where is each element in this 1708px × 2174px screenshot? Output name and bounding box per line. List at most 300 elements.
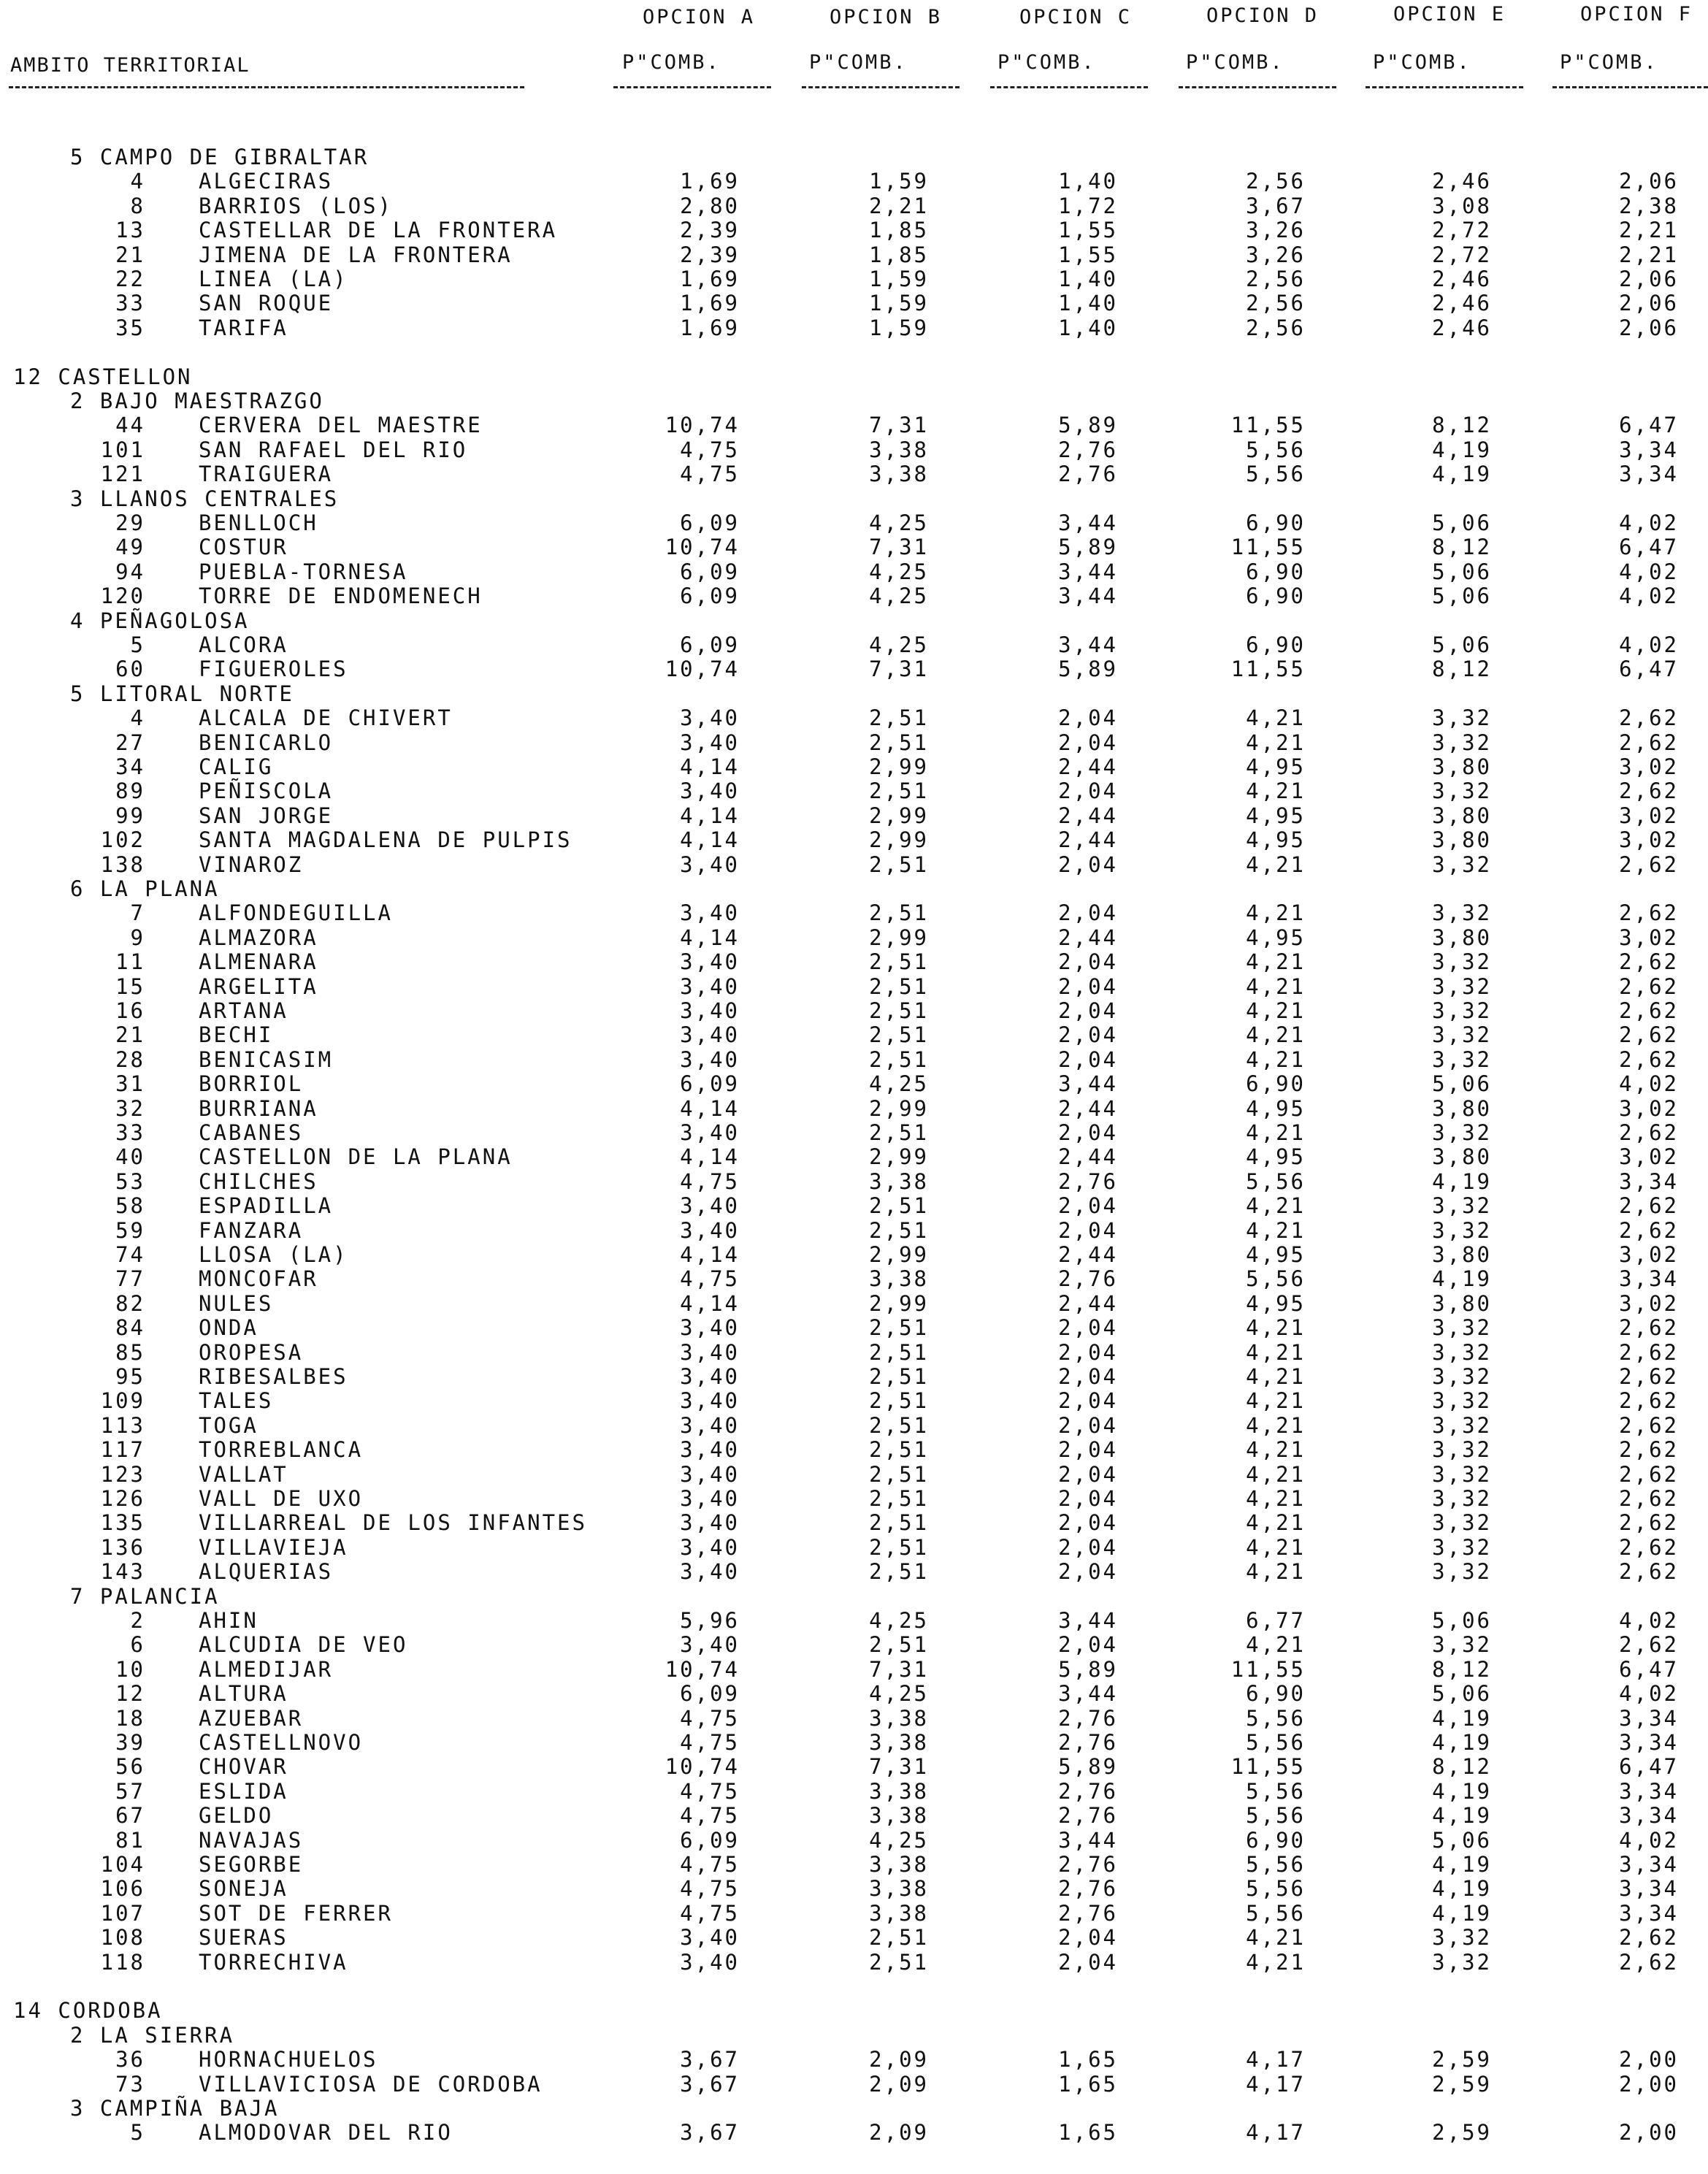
value-option-b: 2,51 [869, 998, 929, 1023]
municipality-name: ALTURA [199, 1681, 288, 1707]
value-option-d: 3,26 [1246, 218, 1306, 243]
header-option-b: OPCION B [830, 6, 943, 28]
value-option-d: 4,21 [1246, 1217, 1306, 1243]
table-row [0, 242, 1708, 267]
value-option-f: 3,34 [1619, 462, 1679, 487]
table-row [0, 900, 1708, 925]
value-option-a: 3,40 [680, 1559, 740, 1585]
value-option-c: 2,04 [1058, 998, 1118, 1023]
value-option-a: 3,40 [680, 1461, 740, 1487]
value-option-b: 7,31 [869, 413, 929, 438]
table-row [0, 1193, 1708, 1218]
value-option-d: 4,21 [1246, 1632, 1306, 1658]
municipality-name: SONEJA [199, 1876, 288, 1902]
value-option-b: 2,51 [869, 1120, 929, 1145]
value-option-b: 2,09 [869, 2047, 929, 2072]
table-row [0, 1096, 1708, 1121]
value-option-c: 2,76 [1058, 1705, 1118, 1731]
municipality-code: 89 [115, 778, 145, 804]
value-option-e: 3,80 [1432, 803, 1492, 828]
municipality-code: 35 [115, 315, 145, 340]
value-option-d: 4,21 [1246, 730, 1306, 755]
value-option-f: 2,62 [1619, 949, 1679, 975]
blank-row [0, 340, 1708, 364]
table-row [0, 1754, 1708, 1779]
municipality-name: TARIFA [199, 315, 288, 340]
table-row [0, 1218, 1708, 1243]
header-option-c: OPCION C [1019, 6, 1133, 28]
municipality-name: SAN JORGE [199, 803, 334, 828]
municipality-code: 40 [115, 1144, 145, 1170]
value-option-a: 3,67 [680, 2120, 740, 2146]
value-option-a: 6,09 [680, 583, 740, 609]
value-option-d: 4,21 [1246, 1046, 1306, 1072]
value-option-b: 2,99 [869, 754, 929, 779]
comarca-label: 5 CAMPO DE GIBRALTAR [70, 145, 369, 169]
value-option-c: 3,44 [1058, 510, 1118, 535]
table-row [0, 852, 1708, 877]
municipality-name: PEÑISCOLA [199, 778, 334, 804]
value-option-f: 2,62 [1619, 1339, 1679, 1365]
value-option-b: 2,51 [869, 1412, 929, 1438]
value-option-f: 2,00 [1619, 2120, 1679, 2146]
municipality-code: 12 [115, 1681, 145, 1707]
value-option-d: 5,56 [1246, 1852, 1306, 1877]
value-option-f: 2,21 [1619, 242, 1679, 267]
municipality-code: 77 [115, 1266, 145, 1292]
value-option-c: 2,44 [1058, 1144, 1118, 1170]
subheader-b: P"COMB. [809, 51, 908, 74]
municipality-code: 33 [115, 291, 145, 316]
value-option-e: 3,32 [1432, 1217, 1492, 1243]
value-option-f: 3,34 [1619, 1168, 1679, 1194]
value-option-c: 1,72 [1058, 193, 1118, 218]
province-heading [0, 364, 1708, 389]
value-option-b: 2,51 [869, 1486, 929, 1511]
value-option-c: 1,40 [1058, 267, 1118, 291]
value-option-e: 2,46 [1432, 169, 1492, 194]
municipality-name: TOGA [199, 1412, 259, 1438]
value-option-e: 8,12 [1432, 1656, 1492, 1682]
municipality-name: GELDO [199, 1803, 274, 1829]
table-row [0, 583, 1708, 608]
value-option-d: 4,21 [1246, 1534, 1306, 1560]
value-option-b: 2,51 [869, 1315, 929, 1341]
comarca-label: 2 LA SIERRA [70, 2022, 235, 2048]
table-row [0, 1315, 1708, 1340]
value-option-c: 2,76 [1058, 1778, 1118, 1804]
value-option-c: 2,44 [1058, 754, 1118, 779]
value-option-f: 2,62 [1619, 1193, 1679, 1219]
municipality-name: BARRIOS (LOS) [199, 193, 393, 218]
value-option-c: 5,89 [1058, 1754, 1118, 1780]
table-row [0, 218, 1708, 242]
municipality-code: 106 [100, 1876, 145, 1902]
value-option-e: 5,06 [1432, 632, 1492, 657]
value-option-c: 2,44 [1058, 925, 1118, 950]
value-option-e: 3,32 [1432, 778, 1492, 804]
value-option-f: 3,02 [1619, 803, 1679, 828]
value-option-e: 4,19 [1432, 1900, 1492, 1926]
value-option-e: 3,32 [1432, 1046, 1492, 1072]
value-option-f: 2,62 [1619, 778, 1679, 804]
value-option-f: 6,47 [1619, 1754, 1679, 1780]
table-row [0, 730, 1708, 755]
value-option-c: 2,76 [1058, 437, 1118, 462]
table-row [0, 1901, 1708, 1926]
value-option-f: 2,62 [1619, 1315, 1679, 1341]
municipality-name: BECHI [199, 1022, 274, 1048]
value-option-b: 4,25 [869, 1827, 929, 1853]
municipality-name: ALCALA DE CHIVERT [199, 705, 453, 731]
value-option-f: 4,02 [1619, 632, 1679, 657]
table-row [0, 1852, 1708, 1877]
value-option-b: 3,38 [869, 1803, 929, 1829]
value-option-a: 3,40 [680, 1388, 740, 1414]
value-option-f: 6,47 [1619, 535, 1679, 560]
value-option-f: 2,21 [1619, 218, 1679, 243]
value-option-a: 4,75 [680, 1266, 740, 1292]
municipality-code: 32 [115, 1095, 145, 1121]
municipality-code: 22 [115, 267, 145, 291]
comarca-heading [0, 2096, 1708, 2121]
value-option-a: 4,14 [680, 1095, 740, 1121]
comarca-label: 4 PEÑAGOLOSA [70, 608, 250, 633]
municipality-name: SANTA MAGDALENA DE PULPIS [199, 827, 572, 853]
value-option-d: 4,21 [1246, 1120, 1306, 1145]
value-option-e: 2,46 [1432, 267, 1492, 291]
municipality-code: 34 [115, 754, 145, 779]
value-option-b: 2,51 [869, 949, 929, 975]
value-option-d: 6,90 [1246, 632, 1306, 657]
value-option-e: 5,06 [1432, 1681, 1492, 1707]
value-option-e: 5,06 [1432, 1827, 1492, 1853]
value-option-d: 5,56 [1246, 1900, 1306, 1926]
value-option-d: 2,56 [1246, 267, 1306, 291]
comarca-heading [0, 876, 1708, 901]
table-row [0, 1510, 1708, 1535]
value-option-a: 4,14 [680, 1144, 740, 1170]
municipality-code: 5 [130, 2120, 145, 2146]
value-option-e: 3,32 [1432, 1534, 1492, 1560]
municipality-code: 74 [115, 1242, 145, 1267]
value-option-b: 2,51 [869, 778, 929, 804]
municipality-code: 107 [100, 1900, 145, 1926]
value-option-b: 2,51 [869, 1388, 929, 1414]
municipality-name: ALFONDEGUILLA [199, 900, 393, 926]
value-option-a: 10,74 [665, 1754, 740, 1780]
value-option-d: 11,55 [1230, 535, 1306, 560]
table-row [0, 1803, 1708, 1828]
municipality-name: FIGUEROLES [199, 657, 348, 682]
municipality-code: 16 [115, 998, 145, 1023]
value-option-f: 3,02 [1619, 1242, 1679, 1267]
value-option-b: 3,38 [869, 437, 929, 462]
value-option-f: 3,02 [1619, 1095, 1679, 1121]
subheader-c: P"COMB. [997, 51, 1096, 74]
value-option-b: 7,31 [869, 535, 929, 560]
municipality-code: 39 [115, 1730, 145, 1755]
value-option-a: 3,40 [680, 778, 740, 804]
value-option-e: 3,80 [1432, 925, 1492, 950]
value-option-b: 2,51 [869, 1217, 929, 1243]
municipality-code: 108 [100, 1925, 145, 1951]
municipality-code: 109 [100, 1388, 145, 1414]
comarca-heading [0, 1584, 1708, 1609]
municipality-name: SEGORBE [199, 1852, 304, 1877]
municipality-name: ALMENARA [199, 949, 318, 975]
value-option-a: 3,40 [680, 1217, 740, 1243]
table-row [0, 462, 1708, 486]
table-row [0, 1340, 1708, 1365]
value-option-a: 3,40 [680, 1534, 740, 1560]
table-row [0, 1022, 1708, 1047]
municipality-name: ESLIDA [199, 1778, 288, 1804]
value-option-d: 4,21 [1246, 1315, 1306, 1341]
value-option-f: 3,02 [1619, 754, 1679, 779]
table-row [0, 1779, 1708, 1804]
value-option-b: 3,38 [869, 1900, 929, 1926]
value-option-f: 3,34 [1619, 437, 1679, 462]
value-option-b: 2,51 [869, 1510, 929, 1536]
value-option-e: 5,06 [1432, 559, 1492, 584]
value-option-d: 4,21 [1246, 1437, 1306, 1463]
value-option-b: 2,51 [869, 1339, 929, 1365]
header-rule-d [1179, 86, 1336, 88]
value-option-a: 4,14 [680, 1242, 740, 1267]
table-row [0, 535, 1708, 559]
value-option-b: 2,99 [869, 803, 929, 828]
header-option-a: OPCION A [643, 6, 756, 28]
table-row [0, 1364, 1708, 1389]
value-option-e: 4,19 [1432, 1803, 1492, 1829]
municipality-code: 10 [115, 1656, 145, 1682]
header-rule-e [1366, 86, 1523, 88]
header-rule-c [990, 86, 1148, 88]
value-option-c: 3,44 [1058, 1071, 1118, 1097]
value-option-c: 2,44 [1058, 1290, 1118, 1316]
comarca-label: 7 PALANCIA [70, 1583, 220, 1609]
value-option-c: 2,04 [1058, 1339, 1118, 1365]
value-option-e: 4,19 [1432, 1266, 1492, 1292]
value-option-f: 2,62 [1619, 1534, 1679, 1560]
value-option-c: 2,04 [1058, 1949, 1118, 1975]
value-option-a: 3,40 [680, 1437, 740, 1463]
municipality-name: ONDA [199, 1315, 259, 1341]
municipality-code: 101 [100, 437, 145, 462]
municipality-name: CERVERA DEL MAESTRE [199, 413, 483, 438]
comarca-heading [0, 486, 1708, 511]
value-option-c: 2,04 [1058, 1925, 1118, 1951]
value-option-f: 2,62 [1619, 730, 1679, 755]
value-option-b: 4,25 [869, 632, 929, 657]
value-option-b: 2,09 [869, 2071, 929, 2097]
municipality-name: VILLARREAL DE LOS INFANTES [199, 1510, 587, 1536]
municipality-name: VILLAVICIOSA DE CORDOBA [199, 2071, 543, 2097]
value-option-f: 2,62 [1619, 900, 1679, 926]
value-option-b: 4,25 [869, 559, 929, 584]
municipality-name: CABANES [199, 1120, 304, 1145]
value-option-b: 7,31 [869, 657, 929, 682]
value-option-e: 3,32 [1432, 1461, 1492, 1487]
value-option-b: 4,25 [869, 510, 929, 535]
value-option-e: 2,59 [1432, 2047, 1492, 2072]
value-option-c: 2,04 [1058, 1412, 1118, 1438]
value-option-a: 4,14 [680, 925, 740, 950]
value-option-b: 7,31 [869, 1656, 929, 1682]
table-row [0, 1242, 1708, 1267]
value-option-c: 3,44 [1058, 559, 1118, 584]
value-option-f: 2,62 [1619, 973, 1679, 999]
table-row [0, 657, 1708, 681]
table-row [0, 1535, 1708, 1560]
value-option-c: 2,04 [1058, 1193, 1118, 1219]
value-option-d: 4,95 [1246, 827, 1306, 853]
value-option-e: 3,80 [1432, 1290, 1492, 1316]
value-option-c: 3,44 [1058, 583, 1118, 609]
table-row [0, 1608, 1708, 1633]
value-option-c: 1,55 [1058, 218, 1118, 243]
comarca-heading [0, 145, 1708, 169]
value-option-f: 4,02 [1619, 1827, 1679, 1853]
value-option-d: 6,90 [1246, 510, 1306, 535]
municipality-code: 59 [115, 1217, 145, 1243]
value-option-a: 4,14 [680, 754, 740, 779]
municipality-code: 84 [115, 1315, 145, 1341]
value-option-a: 3,40 [680, 1949, 740, 1975]
value-option-d: 4,21 [1246, 973, 1306, 999]
value-option-a: 6,09 [680, 1681, 740, 1707]
header-option-e: OPCION E [1393, 3, 1506, 26]
municipality-code: 104 [100, 1852, 145, 1877]
value-option-e: 3,32 [1432, 1120, 1492, 1145]
value-option-a: 2,39 [680, 218, 740, 243]
municipality-name: TORRE DE ENDOMENECH [199, 583, 483, 609]
municipality-name: TORRECHIVA [199, 1949, 348, 1975]
header-rule-territory [9, 86, 524, 88]
value-option-a: 3,40 [680, 949, 740, 975]
value-option-c: 5,89 [1058, 1656, 1118, 1682]
municipality-name: CASTELLNOVO [199, 1730, 364, 1755]
municipality-name: BENICARLO [199, 730, 334, 755]
value-option-c: 2,76 [1058, 1803, 1118, 1829]
value-option-e: 4,19 [1432, 1168, 1492, 1194]
value-option-f: 2,62 [1619, 1559, 1679, 1585]
municipality-name: SOT DE FERRER [199, 1900, 393, 1926]
table-row [0, 974, 1708, 999]
value-option-f: 3,34 [1619, 1876, 1679, 1902]
subheader-d: P"COMB. [1186, 51, 1284, 74]
value-option-f: 2,62 [1619, 1437, 1679, 1463]
value-option-f: 2,38 [1619, 193, 1679, 218]
value-option-b: 2,51 [869, 1949, 929, 1975]
value-option-a: 10,74 [665, 1656, 740, 1682]
comarca-label: 3 CAMPIÑA BAJA [70, 2096, 280, 2121]
municipality-code: 143 [100, 1559, 145, 1585]
value-option-b: 3,38 [869, 1705, 929, 1731]
municipality-code: 138 [100, 851, 145, 877]
value-option-e: 3,32 [1432, 1364, 1492, 1389]
municipality-name: VALL DE UXO [199, 1486, 364, 1511]
municipality-name: ESPADILLA [199, 1193, 334, 1219]
value-option-d: 4,21 [1246, 949, 1306, 975]
value-option-d: 4,21 [1246, 1412, 1306, 1438]
value-option-e: 3,32 [1432, 949, 1492, 975]
value-option-a: 4,75 [680, 1803, 740, 1829]
value-option-d: 4,21 [1246, 1339, 1306, 1365]
municipality-code: 36 [115, 2047, 145, 2072]
value-option-c: 1,65 [1058, 2071, 1118, 2097]
municipality-name: CALIG [199, 754, 274, 779]
value-option-c: 2,04 [1058, 1461, 1118, 1487]
comarca-heading [0, 2023, 1708, 2048]
value-option-e: 8,12 [1432, 657, 1492, 682]
value-option-b: 2,51 [869, 1461, 929, 1487]
table-row [0, 998, 1708, 1023]
value-option-f: 3,34 [1619, 1852, 1679, 1877]
municipality-code: 13 [115, 218, 145, 243]
value-option-e: 3,32 [1432, 1510, 1492, 1536]
value-option-b: 2,51 [869, 1193, 929, 1219]
municipality-code: 58 [115, 1193, 145, 1219]
value-option-a: 1,69 [680, 267, 740, 291]
value-option-e: 3,80 [1432, 1095, 1492, 1121]
municipality-name: CHILCHES [199, 1168, 318, 1194]
municipality-name: AZUEBAR [199, 1705, 304, 1731]
value-option-c: 2,04 [1058, 1632, 1118, 1658]
municipality-code: 18 [115, 1705, 145, 1731]
value-option-b: 3,38 [869, 1778, 929, 1804]
value-option-b: 2,99 [869, 1095, 929, 1121]
value-option-d: 2,56 [1246, 291, 1306, 316]
value-option-e: 3,32 [1432, 1486, 1492, 1511]
municipality-name: BENLLOCH [199, 510, 318, 535]
municipality-code: 9 [130, 925, 145, 950]
value-option-f: 2,62 [1619, 1217, 1679, 1243]
municipality-code: 95 [115, 1364, 145, 1389]
value-option-f: 2,62 [1619, 1412, 1679, 1438]
header-rule-a [613, 86, 771, 88]
municipality-code: 85 [115, 1339, 145, 1365]
table-row [0, 2047, 1708, 2072]
value-option-b: 2,51 [869, 1632, 929, 1658]
municipality-code: 27 [115, 730, 145, 755]
value-option-b: 2,99 [869, 925, 929, 950]
value-option-e: 3,32 [1432, 1412, 1492, 1438]
value-option-c: 2,04 [1058, 1486, 1118, 1511]
value-option-d: 4,95 [1246, 1144, 1306, 1170]
value-option-d: 4,95 [1246, 1242, 1306, 1267]
value-option-e: 4,19 [1432, 1852, 1492, 1877]
table-row [0, 559, 1708, 584]
value-option-d: 5,56 [1246, 437, 1306, 462]
value-option-e: 5,06 [1432, 1071, 1492, 1097]
municipality-code: 53 [115, 1168, 145, 1194]
municipality-name: CASTELLON DE LA PLANA [199, 1144, 513, 1170]
municipality-code: 136 [100, 1534, 145, 1560]
table-row [0, 1706, 1708, 1731]
value-option-d: 5,56 [1246, 462, 1306, 487]
municipality-code: 126 [100, 1486, 145, 1511]
value-option-e: 3,08 [1432, 193, 1492, 218]
value-option-c: 5,89 [1058, 535, 1118, 560]
value-option-d: 4,21 [1246, 705, 1306, 731]
value-option-b: 2,51 [869, 1046, 929, 1072]
header-rule-b [802, 86, 960, 88]
municipality-code: 57 [115, 1778, 145, 1804]
value-option-a: 3,40 [680, 1925, 740, 1951]
value-option-b: 4,25 [869, 1681, 929, 1707]
